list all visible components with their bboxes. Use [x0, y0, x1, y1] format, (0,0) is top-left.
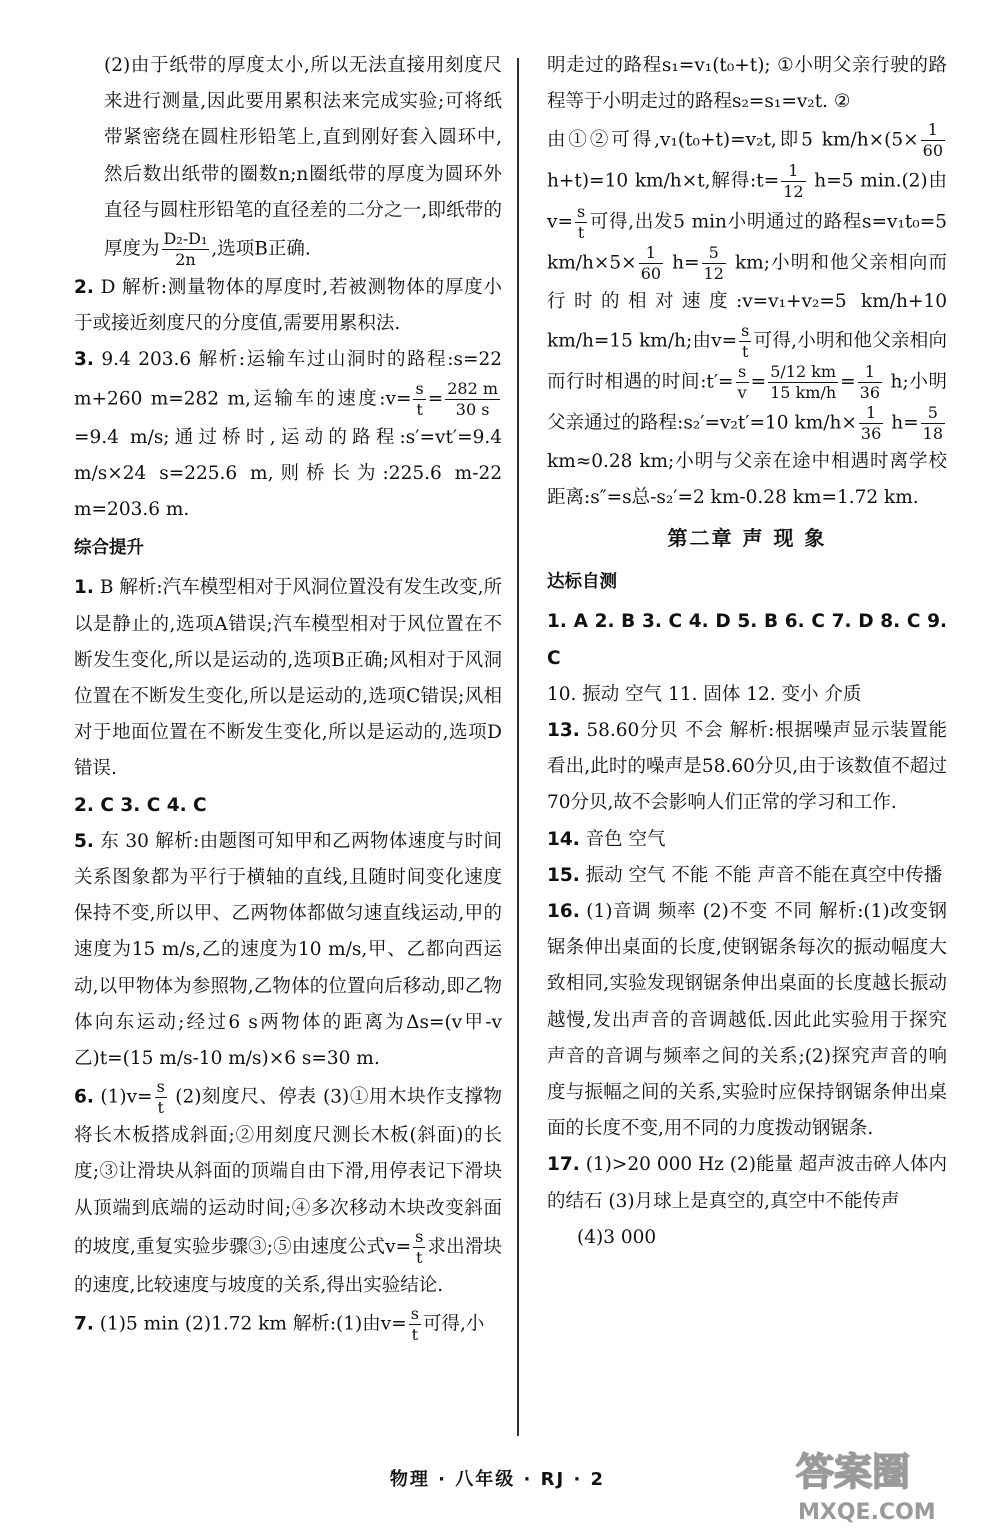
numerator: s	[410, 1304, 419, 1324]
denominator: 15 km/h	[770, 382, 837, 402]
text: 可得,出发5 min小明通过的路程s=v₁t₀=5 km/h×5×	[547, 211, 947, 274]
text: 9.4 203.6 解析:运输车过山洞时的路程:s=22 m+260 m=282 m,运输车的速度:v=	[74, 349, 502, 410]
answers-1-9	[547, 604, 947, 676]
numerator: 1	[639, 243, 663, 264]
text: (1)v=	[100, 1086, 153, 1108]
denominator: t	[416, 399, 423, 419]
answer-z6	[74, 1077, 502, 1304]
text: 求出滑块的速度,比较速度与坡度的关系,得出实验结论.	[74, 1236, 502, 1296]
fraction	[409, 1304, 421, 1345]
answer-text: 58.60分贝 不会 解析:根据噪声显示装置能看出,此时的噪声是58.60分贝,由于该数值不超过70分贝,故不会影响人们正常的学习和工作.	[547, 720, 947, 814]
denominator: 36	[860, 423, 882, 443]
denominator: 18	[922, 423, 944, 443]
question-number: 16.	[547, 901, 580, 923]
watermark-text: 答案圈	[796, 1450, 911, 1494]
fraction	[575, 202, 587, 243]
fraction	[162, 229, 210, 270]
denominator: 60	[922, 141, 943, 161]
text: 由①②可得,v₁(t₀+t)=v₂t,即5 km/h×(5×	[547, 129, 919, 151]
answer-text: (1)>20 000 Hz (2)能量 超声波击碎人体内的结石 (3)月球上是真空的,真空中不能传声	[547, 1154, 947, 1212]
numerator: 1	[858, 362, 882, 383]
denominator: 60	[640, 264, 662, 284]
question-number: 15.	[547, 864, 580, 886]
denominator: t	[411, 1325, 419, 1345]
watermark-url: MXQE.COM	[798, 1500, 936, 1525]
answers-10-12	[547, 677, 947, 713]
fraction	[859, 403, 883, 444]
answer-14	[547, 822, 947, 858]
watermark-logo	[790, 1445, 980, 1527]
denominator: t	[577, 223, 585, 243]
page-footer: 物理 · 八年级 · RJ · 2	[389, 1469, 606, 1490]
text: =	[750, 371, 767, 393]
text: =	[427, 388, 444, 410]
denominator: 12	[783, 182, 804, 202]
chapter-title: 第二章 声 现 象	[667, 526, 827, 551]
denominator: 36	[859, 382, 881, 402]
denominator: v	[737, 382, 747, 402]
text: 明走过的路程s₁=v₁(t₀+t); ①小明父亲行驶的路程等于小明走过的路程s₂=s₁=v₂t. ②	[547, 55, 947, 113]
fraction	[413, 379, 425, 420]
fraction	[858, 362, 882, 403]
answer-text: B 解析:汽车模型相对于风洞位置没有发生改变,所以是静止的,选项A错误;汽车模型相对于风位置在不断发生变化,所以是运动的,选项B正确;风相对于风洞位置在不断发生变化,所以是运动的,选项C错误;风相对于地面位置在不断发生变化,所以是运动的,选项D错误.	[74, 577, 503, 780]
numerator: 1	[781, 161, 805, 182]
denominator: 2n	[175, 250, 196, 270]
question-number: 1.	[74, 577, 94, 599]
answer-17	[547, 1147, 947, 1219]
text: (2)刻度尺、停表 (3)①用木块作支撑物将长木板搭成斜面;②用刻度尺测长木板(斜面)的长度;③让滑块从斜面的顶端自由下滑,用停表记下滑块从顶端到底端的运动时间;④多次移动木块改变斜面的坡度,重复实验步骤③;⑤由速度公式v=	[74, 1086, 502, 1258]
right-column	[547, 48, 947, 1256]
question-number: 2.	[74, 277, 94, 299]
fraction	[155, 1077, 167, 1118]
answer-text: (1)音调 频率 (2)不变 不同 解析:(1)改变钢锯条伸出桌面的长度,使钢锯条每次的振动幅度大致相同,实验发现钢锯条伸出桌面的长度越长振动越慢,发出声音的音调越低.因此此实验用于探究声音的音调与频率之间的关系;(2)探究声音的响度与振幅之间的关系,实验时应保持钢锯条伸出桌面的长度不变,用不同的力度拨动钢锯条.	[547, 901, 947, 1140]
answer-z7-continued	[547, 48, 947, 120]
fraction	[413, 1227, 425, 1268]
numerator: s	[415, 1226, 424, 1246]
numerator: 5	[702, 243, 726, 264]
numerator: D₂-D₁	[163, 229, 208, 249]
left-column	[74, 48, 502, 1345]
answer-text: 东 30 解析:由题图可知甲和乙两物体速度与时间关系图象都为平行于横轴的直线,且随时间变化速度保持不变,所以甲、乙两物体都做匀速直线运动,甲的速度为15 m/s,乙的速度为10 m/s,甲、乙都向西运动,以甲物体为参照物,乙物体的位置向后移动,即乙物体向东运动;经过6 s两物体的距离为Δs=(v甲-v乙)t=(15 m/s-10 m/s)×6 s=30 m.	[74, 830, 502, 1070]
question-number: 14.	[547, 828, 580, 850]
text: =	[840, 371, 856, 393]
text: h+t)=10 km/h×t,解得:t=	[547, 170, 780, 192]
answer-text: 2. C 3. C 4. C	[74, 794, 207, 816]
fraction	[921, 120, 945, 161]
answer-1-part2	[74, 48, 502, 270]
answer-z7	[74, 1304, 502, 1345]
answer-text: 音色 空气	[585, 828, 666, 850]
fraction	[768, 362, 838, 403]
numerator: 282 m	[447, 378, 498, 398]
fraction	[702, 243, 726, 284]
answer-z7-solution	[547, 120, 947, 516]
answer-z1	[74, 570, 502, 787]
question-number: 13.	[547, 720, 580, 742]
answer-text: 10. 振动 空气 11. 固体 12. 变小 介质	[547, 683, 862, 705]
text: 可得,小	[422, 1313, 485, 1335]
denominator: 30 s	[455, 399, 490, 419]
answer-15	[547, 858, 947, 894]
text: km;小明和他父亲相向而行时的相对速度:v=v₁+v₂=5 km/h+10 km/h=15 km/h;由v=	[547, 252, 948, 352]
answer-text: (4)3 000	[577, 1226, 657, 1248]
denominator: t	[157, 1098, 164, 1118]
numerator: s	[156, 1077, 165, 1097]
answer-2	[74, 270, 502, 342]
fraction	[921, 403, 945, 444]
text: h=	[885, 412, 919, 434]
question-number: 5.	[74, 830, 94, 852]
question-number: 7.	[74, 1313, 94, 1335]
answer-17-part4	[547, 1220, 947, 1256]
denominator: 12	[703, 264, 724, 284]
fraction	[639, 243, 663, 284]
numerator: 5/12 km	[768, 362, 838, 383]
answer-text: 振动 空气 不能 不能 声音不能在真空中传播	[585, 864, 943, 886]
text: 可得,小明和他父亲相向而行时相遇的时间:t′=	[547, 330, 947, 393]
fraction	[739, 321, 751, 362]
text: ,选项B正确.	[211, 238, 311, 260]
fraction	[445, 379, 500, 420]
column-divider	[517, 58, 519, 1436]
numerator: s	[741, 320, 750, 340]
text: (1)5 min (2)1.72 km 解析:(1)由v=	[99, 1313, 407, 1335]
text: (2)由于纸带的厚度太小,所以无法直接用刻度尺来进行测量,因此要用累积法来完成实验;可将纸带紧密绕在圆柱形铅笔上,直到刚好套入圆环中,然后数出纸带的圈数n;n圈纸带的厚度为圆环外直径与圆柱形铅笔的直径差的二分之一,即纸带的厚度为	[104, 55, 502, 260]
numerator: 1	[859, 403, 883, 424]
numerator: s	[576, 202, 586, 222]
answer-16	[547, 894, 947, 1147]
answer-3	[74, 342, 502, 528]
section-heading: 综合提升	[74, 538, 144, 559]
question-number: 6.	[74, 1086, 94, 1108]
answer-text: 1. A 2. B 3. C 4. D 5. B 6. C 7. D 8. C 9. C	[547, 611, 947, 669]
question-number: 3.	[74, 349, 94, 371]
text: h;小明父亲通过的路程:s₂′=v₂t′=10 km/h×	[547, 371, 947, 434]
fraction	[781, 161, 805, 202]
section-heading: 达标自测	[547, 572, 617, 593]
answer-13	[547, 713, 947, 822]
answer-z5	[74, 824, 502, 1077]
numerator: s	[415, 378, 424, 398]
text: =9.4 m/s;通过桥时,运动的路程:s′=vt′=9.4 m/s×24 s=225.6 m,则桥长为:225.6 m-22 m=203.6 m.	[74, 426, 502, 521]
question-number: 17.	[547, 1154, 580, 1176]
text: h=	[665, 252, 700, 274]
fraction	[736, 362, 749, 403]
denominator: t	[742, 341, 749, 361]
numerator: s	[736, 362, 749, 383]
denominator: t	[415, 1247, 423, 1267]
text: km≈0.28 km;小明与父亲在途中相遇时离学校距离:s″=s总-s₂′=2 km-0.28 km=1.72 km.	[547, 450, 947, 508]
answer-text: D 解析:测量物体的厚度时,若被测物体的厚度小于或接近刻度尺的分度值,需要用累积法.	[74, 277, 502, 335]
numerator: 1	[921, 120, 945, 141]
answer-z2-4	[74, 788, 502, 824]
numerator: 5	[921, 403, 945, 424]
text: h=5 min.(2)由v=	[547, 170, 947, 233]
